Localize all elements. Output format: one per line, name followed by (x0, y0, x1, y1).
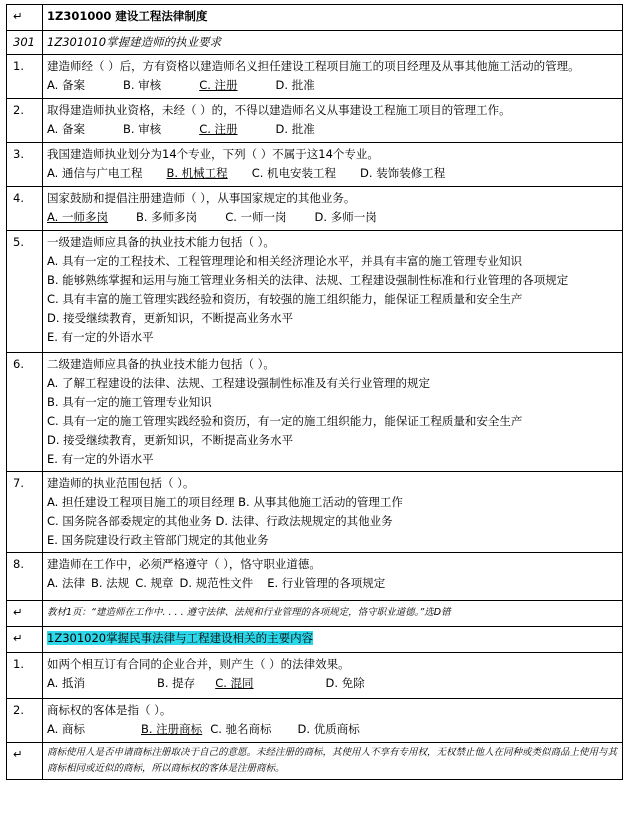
table-row (7, 143, 623, 187)
option-b: B. 审核 (122, 122, 162, 136)
option-b: B. 多师多岗 (135, 210, 198, 224)
option-d: D. 免除 (325, 676, 365, 690)
question-cell (43, 143, 623, 187)
question-text: 建造师在工作中，必须严格遵守（ ），恪守职业道德。 (47, 557, 321, 571)
question-cell (43, 472, 623, 553)
question-text: 建造师的执业范围包括（ ）。 (47, 476, 195, 490)
options (47, 76, 618, 95)
table-row (7, 5, 623, 31)
table-row (7, 55, 623, 99)
options (47, 674, 618, 693)
option-e: E. 有一定的外语水平 (47, 452, 154, 466)
row-number: 5. (7, 231, 43, 353)
option-a: A. 商标 (47, 722, 85, 736)
table-row (7, 553, 623, 601)
row-number: ↵ (7, 601, 43, 627)
options (47, 208, 618, 227)
row-number: ↵ (7, 743, 43, 780)
question-text: 国家鼓励和提倡注册建造师（ ），从事国家规定的其他业务。 (47, 191, 356, 205)
answer-note: 商标使用人是否申请商标注册取决于自己的意愿。未经注册的商标，其使用人不享有专用权，无权禁止他人在同种或类似商品上使用与其商标相同或近似的商标，所以商标权的客体是注册商标。 (43, 743, 623, 780)
table-row (7, 353, 623, 472)
question-text: 建造师经（ ）后，方有资格以建造师名义担任建设工程项目施工的项目经理及从事其他施工活动的管理。 (47, 59, 580, 73)
option-b: B. 法规 (90, 576, 130, 590)
option-c: C. 具有丰富的施工管理实践经验和资历，有较强的施工组织能力，能保证工程质量和安全生产 (47, 292, 523, 306)
option-a: A. 通信与广电工程 (47, 166, 143, 180)
table-row (7, 231, 623, 353)
section-cell (43, 627, 623, 653)
option-c: C. 一师一岗 (225, 210, 287, 224)
question-cell (43, 99, 623, 143)
option-a: A. 抵消 (47, 676, 85, 690)
option-b: B. 机械工程 (166, 166, 228, 180)
option-d: D. 装饰装修工程 (360, 166, 446, 180)
row-number: 2. (7, 99, 43, 143)
question-text: 取得建造师执业资格，未经（ ）的，不得以建造师名义从事建设工程施工项目的管理工作。 (47, 103, 511, 117)
table-row (7, 653, 623, 699)
options (47, 574, 618, 593)
option-b: B. 审核 (122, 78, 162, 92)
chapter-title: 1Z301000 建设工程法律制度 (43, 5, 623, 31)
option-e: E. 行业管理的各项规定 (267, 576, 386, 590)
row-number: 7. (7, 472, 43, 553)
options (47, 164, 618, 183)
row-number: 2. (7, 699, 43, 743)
question-text: 一级建造师应具备的执业技术能力包括（ ）。 (47, 235, 275, 249)
option-c: C. 规章 (135, 576, 174, 590)
question-text: 如两个相互订有合同的企业合并，则产生（ ）的法律效果。 (47, 657, 350, 671)
option-c: C. 具有一定的施工管理实践经验和资历，有一定的施工组织能力，能保证工程质量和安全生产 (47, 414, 523, 428)
option-d: D. 优质商标 (297, 722, 360, 736)
option-a: A. 备案 (47, 78, 85, 92)
option-b: B. 具有一定的施工管理专业知识 (47, 395, 212, 409)
option-a: A. 具有一定的工程技术、工程管理理论和相关经济理论水平，并具有丰富的施工管理专业知识 (47, 254, 522, 268)
question-cell (43, 55, 623, 99)
row-number: 301 (7, 31, 43, 55)
options (47, 120, 618, 139)
question-text: 我国建造师执业划分为14个专业，下列（ ）不属于这14个专业。 (47, 147, 379, 161)
question-cell (43, 353, 623, 472)
option-a: A. 了解工程建设的法律、法规、工程建设强制性标准及有关行业管理的规定 (47, 376, 430, 390)
option-b: B. 提存 (156, 676, 196, 690)
option-line-2: C. 国务院各部委规定的其他业务 D. 法律、行政法规规定的其他业务 (47, 514, 393, 528)
option-c: C. 驰名商标 (210, 722, 272, 736)
table-row (7, 99, 623, 143)
option-c: C. 注册 (199, 78, 238, 92)
question-text: 二级建造师应具备的执业技术能力包括（ ）。 (47, 357, 275, 371)
option-c: C. 机电安装工程 (251, 166, 337, 180)
section-title: 1Z301010掌握建造师的执业要求 (43, 31, 623, 55)
option-b: B. 注册商标 (140, 722, 203, 736)
question-cell (43, 553, 623, 601)
table-row (7, 472, 623, 553)
question-cell (43, 231, 623, 353)
row-number: 4. (7, 187, 43, 231)
row-number: 8. (7, 553, 43, 601)
section-title: 1Z301020掌握民事法律与工程建设相关的主要内容 (47, 631, 314, 645)
table-row (7, 699, 623, 743)
row-number: 1. (7, 55, 43, 99)
option-c: C. 混同 (215, 676, 254, 690)
option-line-3: E. 国务院建设行政主管部门规定的其他业务 (47, 533, 269, 547)
option-d: D. 多师一岗 (314, 210, 377, 224)
option-line-1: A. 担任建设工程项目施工的项目经理 B. 从事其他施工活动的管理工作 (47, 495, 403, 509)
option-d: D. 接受继续教育，更新知识，不断提高业务水平 (47, 311, 294, 325)
option-d: D. 批准 (275, 122, 315, 136)
row-number: ↵ (7, 627, 43, 653)
option-d: D. 接受继续教育，更新知识，不断提高业务水平 (47, 433, 294, 447)
option-a: A. 法律 (47, 576, 85, 590)
option-d: D. 规范性文件 (179, 576, 254, 590)
question-cell (43, 699, 623, 743)
option-a: A. 一师多岗 (47, 210, 108, 224)
question-text: 商标权的客体是指（ ）。 (47, 703, 172, 717)
table-row (7, 627, 623, 653)
table-row (7, 187, 623, 231)
table-row (7, 31, 623, 55)
options (47, 720, 618, 739)
option-c: C. 注册 (199, 122, 238, 136)
option-d: D. 批准 (275, 78, 315, 92)
question-cell (43, 653, 623, 699)
table-row (7, 743, 623, 780)
row-number: 1. (7, 653, 43, 699)
answer-note: 教材1页：“建造师在工作中. . . . 遵守法律、法规和行业管理的各项规定，恪守职业道德。”选D错 (43, 601, 623, 627)
row-number: 3. (7, 143, 43, 187)
row-number: 6. (7, 353, 43, 472)
table-row (7, 601, 623, 627)
question-cell (43, 187, 623, 231)
exam-table (6, 4, 623, 780)
option-e: E. 有一定的外语水平 (47, 330, 154, 344)
option-a: A. 备案 (47, 122, 85, 136)
option-b: B. 能够熟练掌握和运用与施工管理业务相关的法律、法规、工程建设强制性标准和行业管理的各项规定 (47, 273, 569, 287)
row-number: ↵ (7, 5, 43, 31)
